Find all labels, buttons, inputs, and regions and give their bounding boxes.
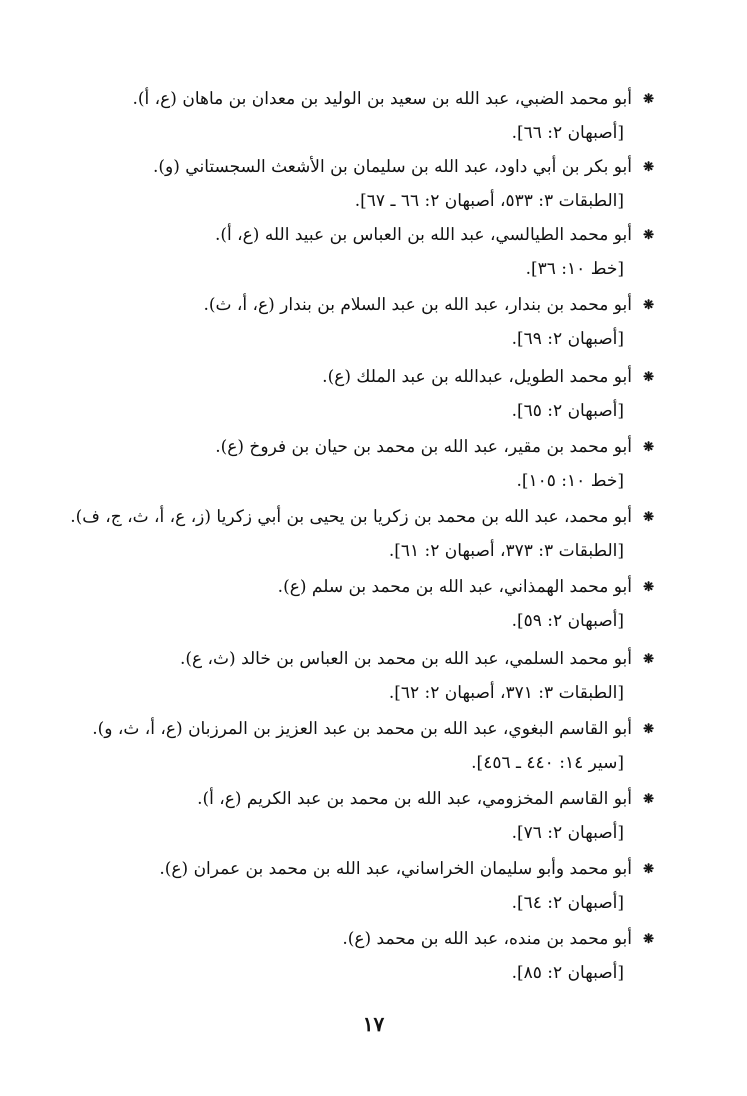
biography-entry bbox=[54, 288, 654, 356]
entry-reference: [الطبقات ٣: ٣٧١، أصبهان ٢: ٦٢]. bbox=[388, 683, 624, 703]
entry-reference: [خط ١٠: ٣٦]. bbox=[525, 259, 624, 279]
asterism-bullet-icon: ❋ bbox=[643, 721, 654, 737]
entry-name-line bbox=[54, 150, 654, 184]
biography-entry bbox=[54, 922, 654, 990]
entry-name-line bbox=[54, 852, 654, 886]
entry-name: أبو محمد الطويل، عبدالله بن عبد الملك (ع). bbox=[322, 367, 632, 387]
entry-reference: [أصبهان ٢: ٨٥]. bbox=[511, 963, 624, 983]
biography-entry bbox=[54, 82, 654, 150]
entry-name-line bbox=[54, 218, 654, 252]
biography-entry bbox=[54, 782, 654, 850]
biography-entry bbox=[54, 218, 654, 286]
entry-name-line bbox=[54, 642, 654, 676]
asterism-bullet-icon: ❋ bbox=[643, 439, 654, 455]
entry-name: أبو محمد وأبو سليمان الخراساني، عبد الله بن محمد بن عمران (ع). bbox=[159, 859, 632, 879]
asterism-bullet-icon: ❋ bbox=[643, 579, 654, 595]
entry-name-line bbox=[54, 922, 654, 956]
biography-entry bbox=[54, 852, 654, 920]
entry-name-line bbox=[54, 82, 654, 116]
entry-reference: [أصبهان ٢: ٦٥]. bbox=[511, 401, 624, 421]
asterism-bullet-icon: ❋ bbox=[643, 861, 654, 877]
biography-entry bbox=[54, 570, 654, 638]
entry-name: أبو محمد بن منده، عبد الله بن محمد (ع). bbox=[342, 929, 632, 949]
entry-reference: [أصبهان ٢: ٦٩]. bbox=[511, 329, 624, 349]
asterism-bullet-icon: ❋ bbox=[643, 791, 654, 807]
entry-name-line bbox=[54, 712, 654, 746]
biography-entry bbox=[54, 430, 654, 498]
biography-entry bbox=[54, 360, 654, 428]
asterism-bullet-icon: ❋ bbox=[643, 369, 654, 385]
asterism-bullet-icon: ❋ bbox=[643, 651, 654, 667]
biography-entry bbox=[54, 500, 654, 568]
entry-name-line bbox=[54, 360, 654, 394]
asterism-bullet-icon: ❋ bbox=[643, 297, 654, 313]
entry-name: أبو القاسم المخزومي، عبد الله بن محمد بن عبد الكريم (ع، أ). bbox=[197, 789, 632, 809]
entry-name-line bbox=[54, 288, 654, 322]
asterism-bullet-icon: ❋ bbox=[643, 931, 654, 947]
entry-name-line bbox=[54, 430, 654, 464]
entry-reference: [خط ١٠: ١٠٥]. bbox=[516, 471, 624, 491]
entry-reference: [أصبهان ٢: ٥٩]. bbox=[511, 611, 624, 631]
page-number: ١٧ bbox=[362, 1012, 385, 1036]
entry-name: أبو محمد الطيالسي، عبد الله بن العباس بن عبيد الله (ع، أ). bbox=[214, 225, 632, 245]
entry-reference: [أصبهان ٢: ٧٦]. bbox=[511, 823, 624, 843]
biography-entry bbox=[54, 150, 654, 218]
biography-entry bbox=[54, 642, 654, 710]
entry-name: أبو محمد بن بندار، عبد الله بن عبد السلام بن بندار (ع، أ، ث). bbox=[203, 295, 632, 315]
biography-entry bbox=[54, 712, 654, 780]
entry-reference: [الطبقات ٣: ٥٣٣، أصبهان ٢: ٦٦ ـ ٦٧]. bbox=[354, 191, 624, 211]
entry-name-line bbox=[54, 500, 654, 534]
entry-reference: [الطبقات ٣: ٣٧٣، أصبهان ٢: ٦١]. bbox=[388, 541, 624, 561]
entry-name: أبو محمد الضبي، عبد الله بن سعيد بن الوليد بن معدان بن ماهان (ع، أ). bbox=[132, 89, 632, 109]
entry-name: أبو محمد الهمذاني، عبد الله بن محمد بن سلم (ع). bbox=[277, 577, 632, 597]
entry-name: أبو محمد بن مقير، عبد الله بن محمد بن حيان بن فروخ (ع). bbox=[215, 437, 632, 457]
asterism-bullet-icon: ❋ bbox=[643, 227, 654, 243]
entry-name-line bbox=[54, 570, 654, 604]
asterism-bullet-icon: ❋ bbox=[643, 159, 654, 175]
entry-reference: [أصبهان ٢: ٦٦]. bbox=[511, 123, 624, 143]
entry-name: أبو محمد السلمي، عبد الله بن محمد بن العباس بن خالد (ث، ع). bbox=[179, 649, 632, 669]
asterism-bullet-icon: ❋ bbox=[643, 509, 654, 525]
entry-name: أبو بكر بن أبي داود، عبد الله بن سليمان بن الأشعث السجستاني (و). bbox=[153, 157, 632, 177]
asterism-bullet-icon: ❋ bbox=[643, 91, 654, 107]
entry-name: أبو القاسم البغوي، عبد الله بن محمد بن عبد العزيز بن المرزبان (ع، أ، ث، و). bbox=[92, 719, 632, 739]
entry-reference: [أصبهان ٢: ٦٤]. bbox=[511, 893, 624, 913]
entry-name: أبو محمد، عبد الله بن محمد بن زكريا بن يحيى بن أبي زكريا (ز، ع، أ، ث، ج، ف). bbox=[70, 507, 632, 527]
entry-name-line bbox=[54, 782, 654, 816]
entry-reference: [سير ١٤: ٤٤٠ ـ ٤٥٦]. bbox=[471, 753, 624, 773]
